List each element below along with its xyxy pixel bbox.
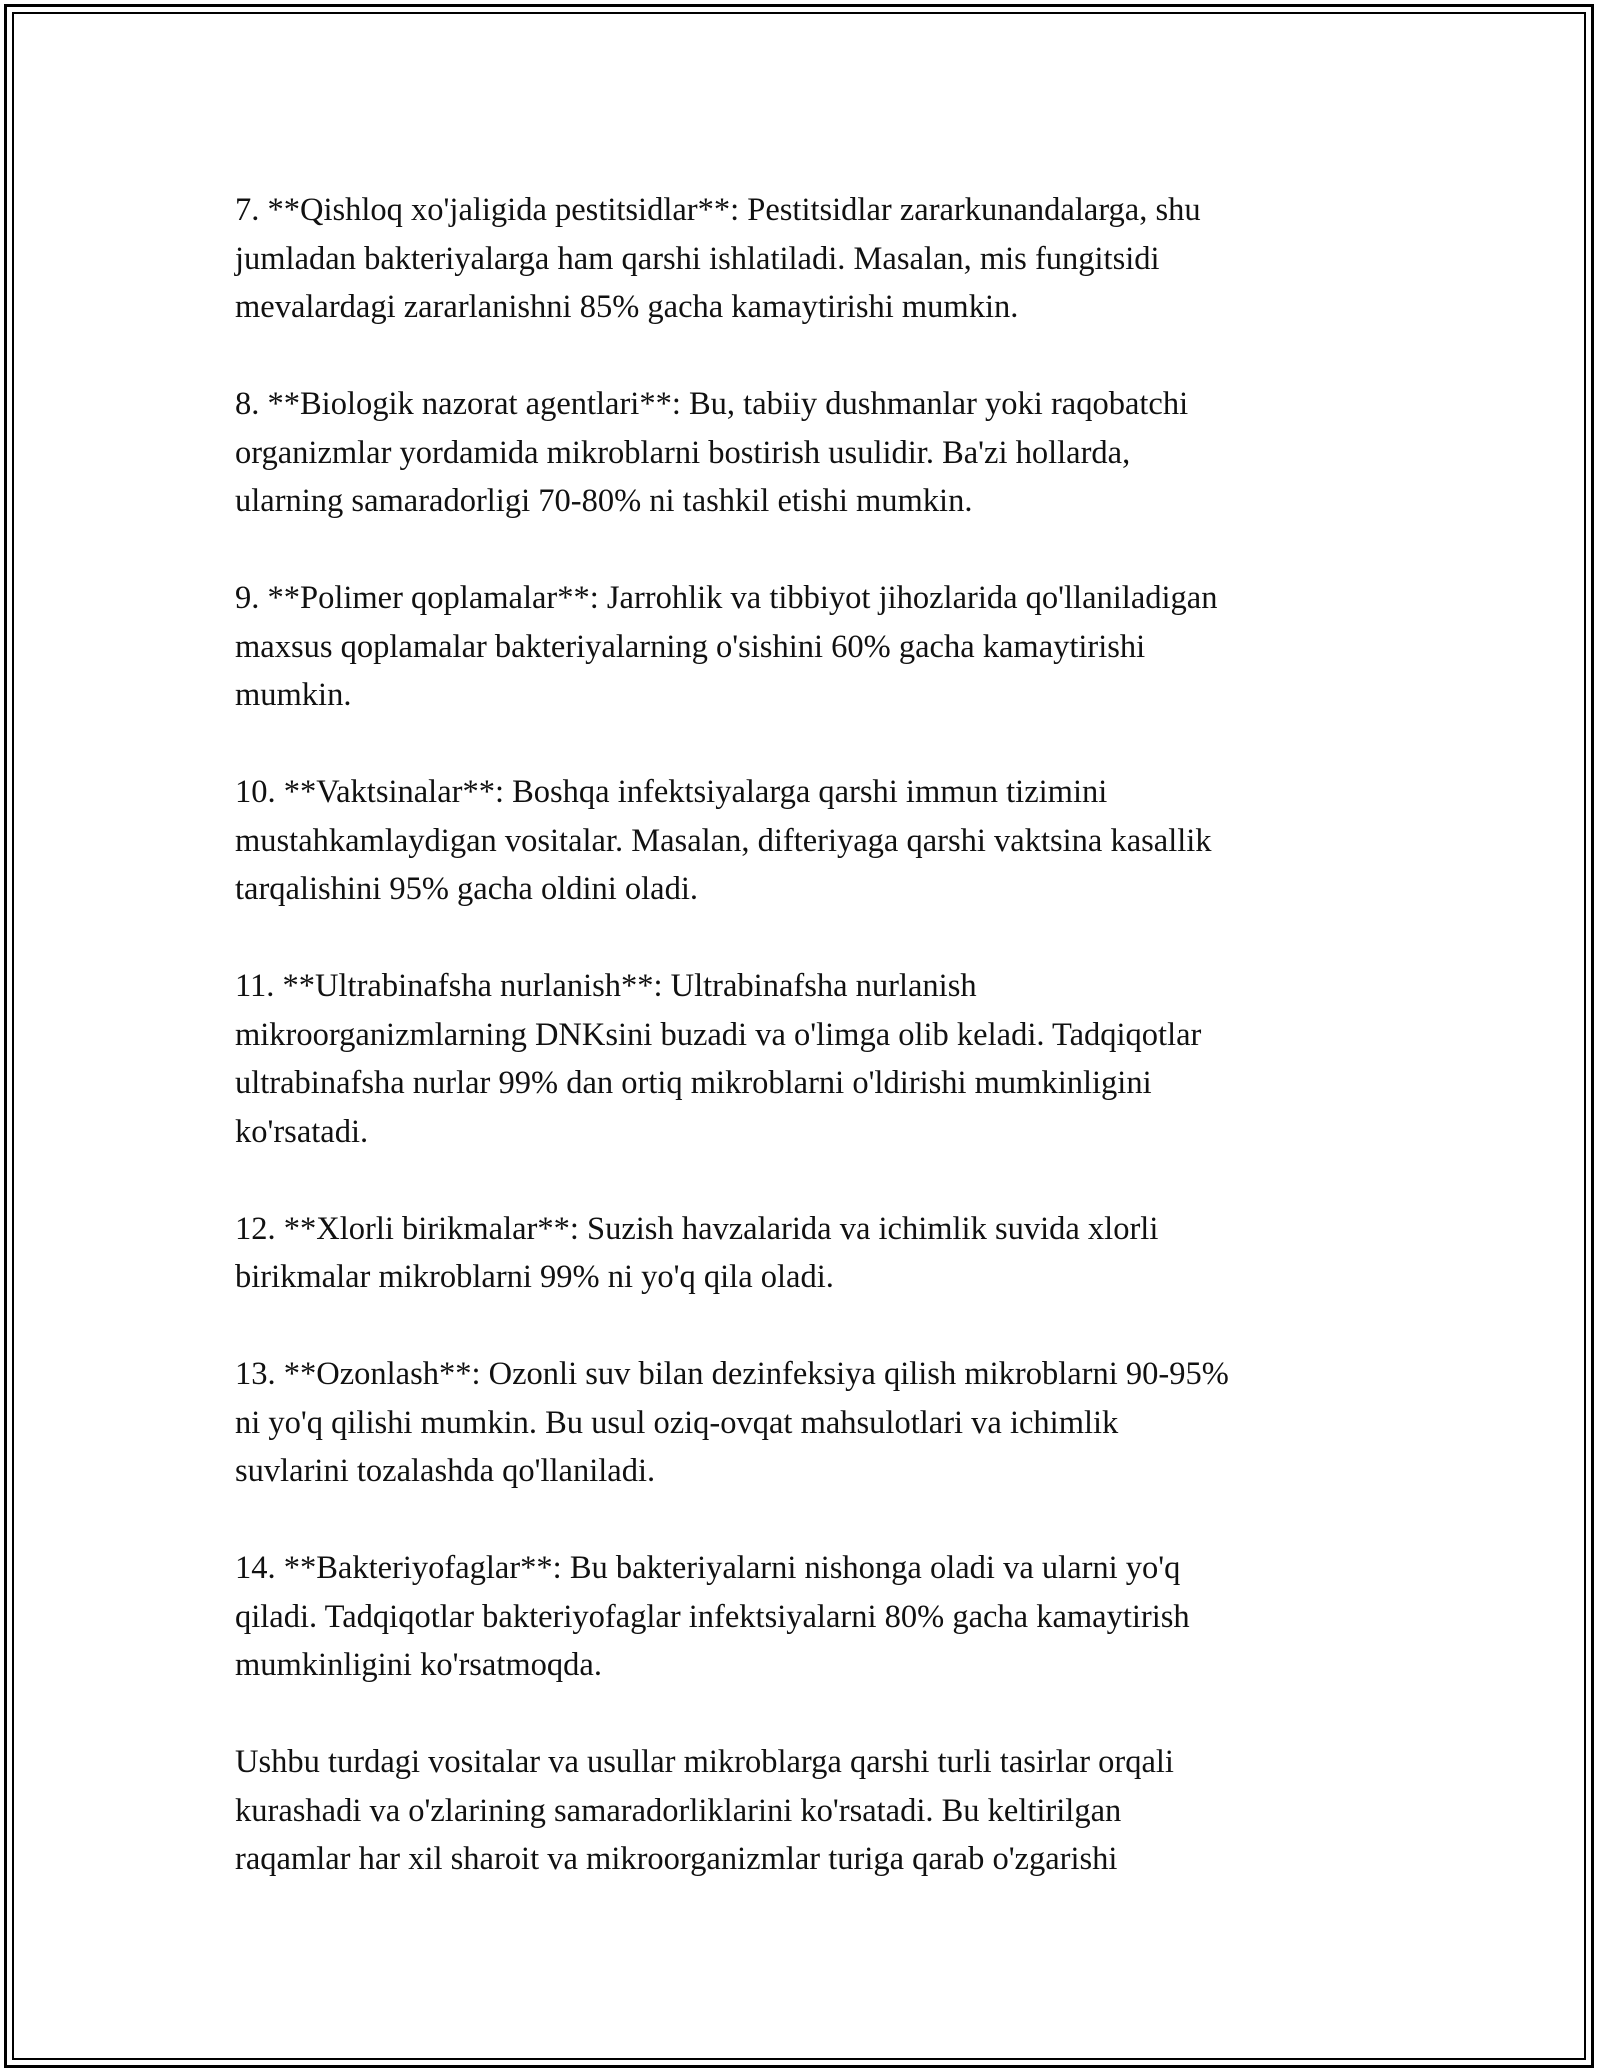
- paragraph-item-10: 10. **Vaktsinalar**: Boshqa infektsiyalarga qarshi immun tizimini mustahkamlaydigan vositalar. Masalan, difteriyaga qarshi vaktsina kasallik tarqalishini 95% gacha oldini oladi.: [235, 774, 1212, 907]
- paragraph-item-13: 13. **Ozonlash**: Ozonli suv bilan dezinfeksiya qilish mikroblarni 90-95% ni yo'q qilishi mumkin. Bu usul oziq-ovqat mahsulotlari va ichimlik suvlarini tozalashda qo'llaniladi.: [235, 1356, 1229, 1489]
- paragraph-item-7: 7. **Qishloq xo'jaligida pestitsidlar**: Pestitsidlar zararkunandalarga, shu jumladan bakteriyalarga ham qarshi ishlatiladi. Masalan, mis fungitsidi mevalardagi zararlanishni 85% gacha kamaytirishi mumkin.: [235, 192, 1201, 325]
- paragraph-item-11: 11. **Ultrabinafsha nurlanish**: Ultrabinafsha nurlanish mikroorganizmlarning DNKsini buzadi va o'limga olib keladi. Tadqiqotlar ultrabinafsha nurlar 99% dan ortiq mikroblarni o'ldirishi mumkinligini ko'rsatadi.: [235, 968, 1202, 1150]
- document-body: [235, 186, 1385, 1932]
- paragraph-item-8: 8. **Biologik nazorat agentlari**: Bu, tabiiy dushmanlar yoki raqobatchi organizmlar yordamida mikroblarni bostirish usulidir. Ba'zi hollarda, ularning samaradorligi 70-80% ni tashkil etishi mumkin.: [235, 386, 1189, 519]
- paragraph-item-9: 9. **Polimer qoplamalar**: Jarrohlik va tibbiyot jihozlarida qo'llaniladigan maxsus qoplamalar bakteriyalarning o'sishini 60% gacha kamaytirishi mumkin.: [235, 580, 1218, 713]
- paragraph-item-14: 14. **Bakteriyofaglar**: Bu bakteriyalarni nishonga oladi va ularni yo'q qiladi. Tadqiqotlar bakteriyofaglar infektsiyalarni 80% gacha kamaytirish mumkinligini ko'rsatmoqda.: [235, 1550, 1190, 1683]
- paragraph-item-12: 12. **Xlorli birikmalar**: Suzish havzalarida va ichimlik suvida xlorli birikmalar mikroblarni 99% ni yo'q qila oladi.: [235, 1210, 1159, 1295]
- paragraph-conclusion: Ushbu turdagi vositalar va usullar mikroblarga qarshi turli tasirlar orqali kurashadi va o'zlarining samaradorliklarini ko'rsatadi. Bu keltirilgan raqamlar har xil sharoit va mikroorganizmlar turiga qarab o'zgarishi: [235, 1744, 1174, 1877]
